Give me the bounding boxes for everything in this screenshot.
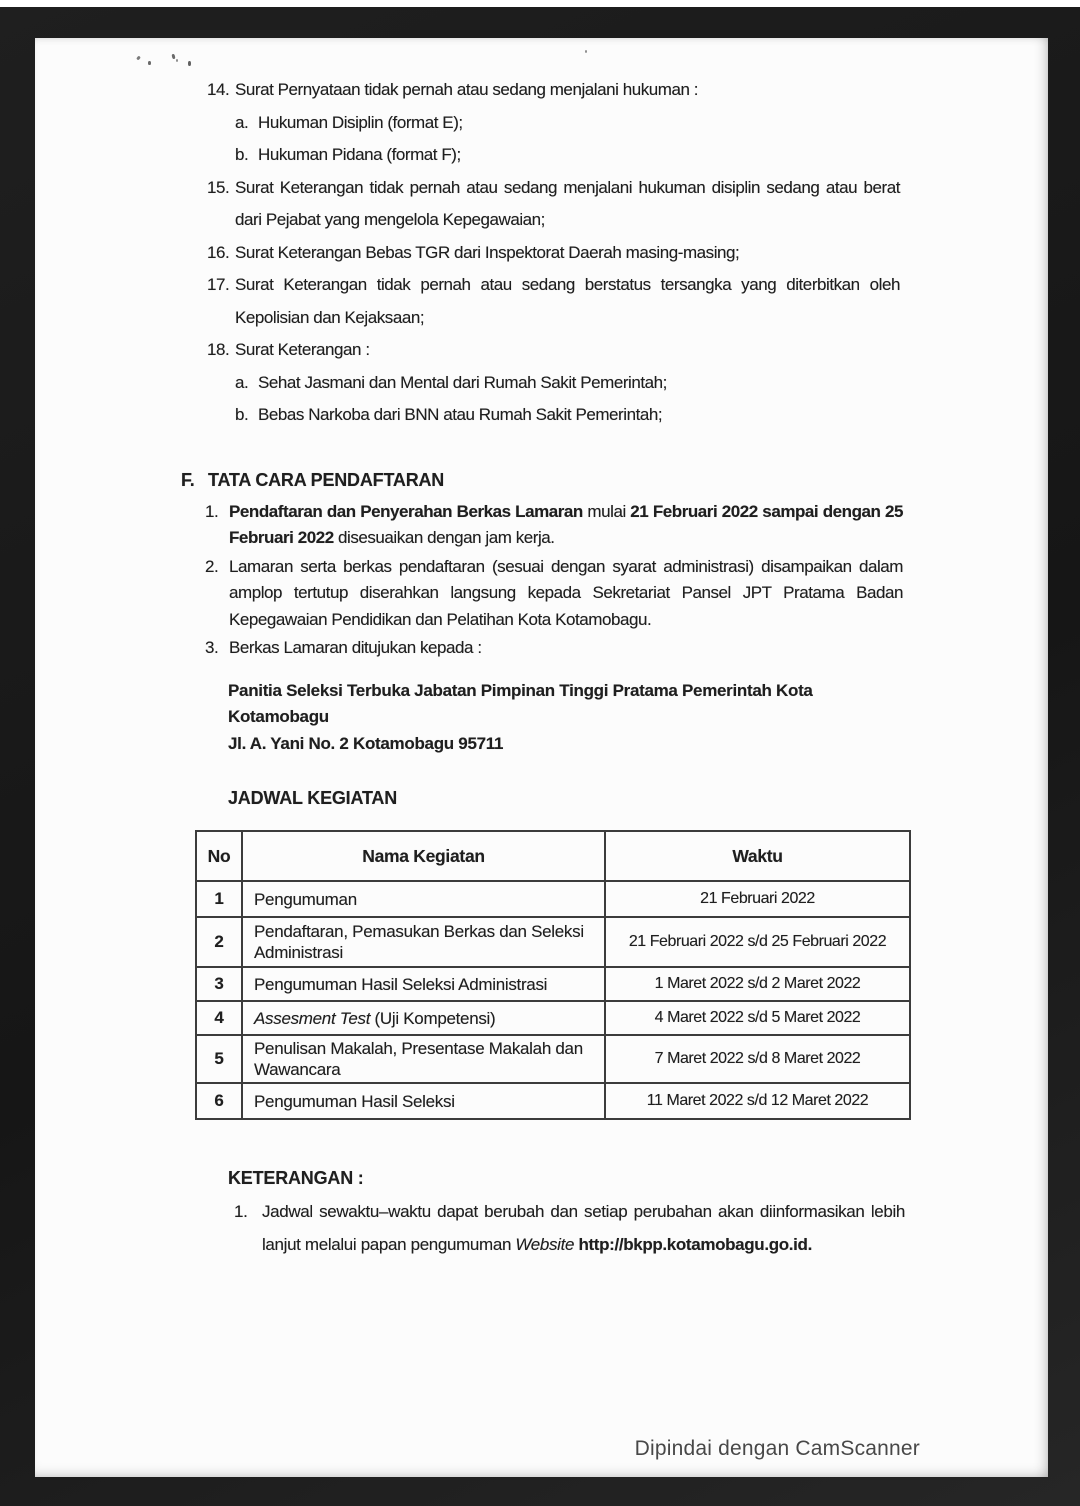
item-number: 15. xyxy=(207,177,230,197)
list-item xyxy=(205,635,903,662)
list-item xyxy=(207,334,900,367)
cell-waktu: 21 Februari 2022 xyxy=(605,881,910,917)
list-item xyxy=(207,269,900,334)
scan-speck xyxy=(585,50,587,53)
table-header-row xyxy=(196,831,910,881)
cell-waktu: 21 Februari 2022 s/d 25 Februari 2022 xyxy=(605,917,910,967)
table-row xyxy=(196,917,910,967)
item-number: b. xyxy=(235,405,249,424)
item-text: Surat Keterangan : xyxy=(235,340,370,359)
cell-waktu: 11 Maret 2022 s/d 12 Maret 2022 xyxy=(605,1083,910,1119)
section-f-list xyxy=(205,499,903,662)
list-item xyxy=(205,499,903,552)
section-f-heading xyxy=(181,470,1048,491)
item-number: 14. xyxy=(207,80,230,99)
item-number: b. xyxy=(235,145,249,164)
table-row xyxy=(196,1083,910,1119)
scan-speck xyxy=(148,61,151,65)
document-page xyxy=(35,38,1048,1477)
cell-kegiatan: Pengumuman Hasil Seleksi Administrasi xyxy=(242,967,605,1001)
scan-speck xyxy=(188,61,191,66)
schedule-table xyxy=(195,830,911,1120)
section-label: F. xyxy=(181,469,195,490)
cell-kegiatan: Assesment Test (Uji Kompetensi) xyxy=(242,1001,605,1035)
item-text: Bebas Narkoba dari BNN atau Rumah Sakit Pemerintah; xyxy=(258,405,663,424)
item-number: 2. xyxy=(205,556,219,576)
item-text: Pendaftaran dan Penyerahan Berkas Lamaran mulai 21 Februari 2022 sampai dengan 25 Februari 2022 disesuaikan dengan jam kerja. xyxy=(229,501,903,547)
cell-kegiatan: Pendaftaran, Pemasukan Berkas dan Seleksi Administrasi xyxy=(242,917,605,967)
table-row xyxy=(196,881,910,917)
document-content xyxy=(35,38,1048,1477)
item-number: 1. xyxy=(205,501,219,521)
item-text: Hukuman Disiplin (format E); xyxy=(258,112,463,132)
item-number: a. xyxy=(235,372,249,392)
list-subitem xyxy=(207,107,900,140)
address-line: Jl. A. Yani No. 2 Kotamobagu 95711 xyxy=(228,733,504,753)
list-subitem xyxy=(207,399,900,432)
item-text: Hukuman Pidana (format F); xyxy=(258,145,461,164)
section-title: TATA CARA PENDAFTARAN xyxy=(208,469,445,490)
item-number: 3. xyxy=(205,638,219,657)
item-number: 1. xyxy=(234,1202,248,1221)
item-text: Jadwal sewaktu–waktu dapat berubah dan setiap perubahan akan diinformasikan lebih lanjut melalui papan pengumuman Website http://bkpp.kotamobagu.go.id. xyxy=(262,1202,905,1254)
notes-item xyxy=(234,1195,905,1261)
address-line: Panitia Seleksi Terbuka Jabatan Pimpinan Tinggi Pratama Pemerintah Kota xyxy=(228,680,813,700)
list-item xyxy=(207,237,900,270)
scan-speck xyxy=(171,54,175,60)
list-subitem xyxy=(207,367,900,400)
header-kegiatan: Nama Kegiatan xyxy=(242,831,605,881)
header-waktu: Waktu xyxy=(605,831,910,881)
notes-heading: KETERANGAN : xyxy=(228,1168,364,1188)
address-line: Kotamobagu xyxy=(228,707,329,726)
cell-waktu: 1 Maret 2022 s/d 2 Maret 2022 xyxy=(605,967,910,1001)
website-url: http://bkpp.kotamobagu.go.id. xyxy=(578,1235,812,1254)
item-text: Surat Keterangan tidak pernah atau sedang menjalani hukuman disiplin sedang atau berat dari Pejabat yang mengelola Kepegawaian; xyxy=(235,177,900,229)
cell-kegiatan: Penulisan Makalah, Presentase Makalah dan Wawancara xyxy=(242,1035,605,1083)
cell-no: 6 xyxy=(196,1083,242,1119)
list-item xyxy=(205,554,903,634)
item-text: Surat Pernyataan tidak pernah atau sedang menjalani hukuman : xyxy=(235,80,699,99)
item-text: Surat Keterangan Bebas TGR dari Inspektorat Daerah masing-masing; xyxy=(235,242,740,262)
item-text: Berkas Lamaran ditujukan kepada : xyxy=(229,638,482,657)
schedule-heading: JADWAL KEGIATAN xyxy=(228,788,398,808)
item-number: 16. xyxy=(207,242,230,262)
cell-no: 3 xyxy=(196,967,242,1001)
table-row xyxy=(196,1035,910,1083)
list-item xyxy=(207,172,900,237)
item-text: Lamaran serta berkas pendaftaran (sesuai dengan syarat administrasi) disampaikan dalam amplop tertutup diserahkan langsung kepada Sekretariat Pansel JPT Pratama Badan Kepegawaian Pendidikan dan Pelatihan Kota Kotamobagu. xyxy=(229,556,903,629)
list-item xyxy=(207,74,900,107)
cell-waktu: 7 Maret 2022 s/d 8 Maret 2022 xyxy=(605,1035,910,1083)
cell-waktu: 4 Maret 2022 s/d 5 Maret 2022 xyxy=(605,1001,910,1035)
item-number: 17. xyxy=(207,275,230,294)
camscanner-credit: Dipindai dengan CamScanner xyxy=(634,1437,920,1460)
item-text: Sehat Jasmani dan Mental dari Rumah Sakit Pemerintah; xyxy=(258,372,667,392)
committee-address xyxy=(228,678,903,758)
item-number: 18. xyxy=(207,340,230,359)
cell-no: 2 xyxy=(196,917,242,967)
cell-no: 1 xyxy=(196,881,242,917)
cell-no: 5 xyxy=(196,1035,242,1083)
table-row xyxy=(196,1001,910,1035)
item-number: a. xyxy=(235,112,249,132)
list-subitem xyxy=(207,139,900,172)
item-text: Surat Keterangan tidak pernah atau sedang berstatus tersangka yang diterbitkan oleh Kepolisian dan Kejaksaan; xyxy=(235,275,900,327)
cell-kegiatan: Pengumuman xyxy=(242,881,605,917)
cell-kegiatan: Pengumuman Hasil Seleksi xyxy=(242,1083,605,1119)
header-no: No xyxy=(196,831,242,881)
cell-no: 4 xyxy=(196,1001,242,1035)
scan-speck xyxy=(136,56,141,61)
scan-speck xyxy=(176,59,178,62)
table-row xyxy=(196,967,910,1001)
requirements-list xyxy=(207,74,900,432)
